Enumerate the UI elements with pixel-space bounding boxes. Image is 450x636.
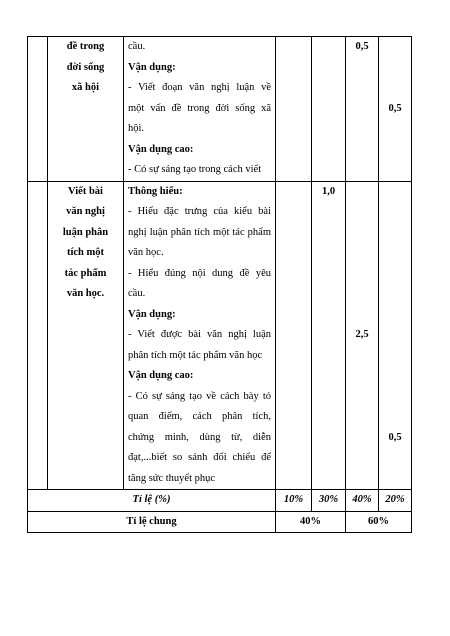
score-value <box>312 58 345 79</box>
score-value <box>379 78 411 99</box>
score-cell <box>276 37 312 182</box>
topic-line: xã hội <box>71 82 100 93</box>
score-value <box>312 469 345 490</box>
requirement-line: - Viết đoạn văn nghị luận về <box>128 82 271 93</box>
score-cell <box>346 181 379 490</box>
requirement-line: cầu. <box>128 41 146 52</box>
score-value <box>276 58 311 79</box>
score-value <box>276 264 311 285</box>
score-value <box>379 37 411 58</box>
level-heading: Vận dụng: <box>128 308 176 320</box>
score-value <box>312 99 345 120</box>
score-value <box>312 346 345 367</box>
topic-line: đời sống <box>66 61 105 73</box>
requirement-line: chứng minh, dùng từ, diễn <box>128 431 271 443</box>
score-value <box>312 305 345 326</box>
score-value <box>379 182 411 203</box>
score-value <box>312 387 345 408</box>
score-value <box>276 243 311 264</box>
score-value <box>379 140 411 161</box>
score-value <box>346 346 378 367</box>
ratio-value: 20% <box>379 490 412 512</box>
score-value: 0,5 <box>355 41 369 52</box>
requirement-line: cầu. <box>128 288 146 299</box>
score-value <box>312 325 345 346</box>
score-cell <box>346 37 379 182</box>
requirement-line: văn học. <box>128 247 164 258</box>
score-value <box>346 448 378 469</box>
score-value: 0,5 <box>388 102 402 114</box>
score-value <box>346 58 378 79</box>
requirement-line: - Hiểu đúng nội dung đề yêu <box>128 267 271 279</box>
ratio-value: 10% <box>276 490 312 512</box>
requirement-line: tăng sức thuyết phục <box>128 472 216 484</box>
requirement-cell <box>124 37 276 182</box>
requirement-line: phân tích một tác phẩm văn học <box>128 349 263 361</box>
score-value <box>276 346 311 367</box>
level-heading: Thông hiểu: <box>128 185 183 197</box>
score-value <box>346 78 378 99</box>
score-value <box>379 366 411 387</box>
ratio-row <box>28 490 412 512</box>
topic-line: tích một <box>66 247 105 258</box>
score-cell <box>276 181 312 490</box>
score-value <box>346 99 378 120</box>
score-value: 1,0 <box>321 185 336 197</box>
score-value <box>346 119 378 140</box>
score-value <box>276 119 311 140</box>
score-value <box>312 119 345 140</box>
score-value <box>379 407 411 428</box>
score-value <box>276 469 311 490</box>
score-value <box>276 448 311 469</box>
overall-ratio-label: Tỉ lệ chung <box>28 511 276 533</box>
score-value <box>276 305 311 326</box>
score-value <box>379 469 411 490</box>
score-value <box>346 469 378 490</box>
level-heading: Vận dụng: <box>128 61 176 73</box>
score-value <box>312 428 345 449</box>
requirement-cell <box>124 181 276 490</box>
score-value <box>276 284 311 305</box>
row-index-cell <box>28 181 48 490</box>
score-value <box>312 140 345 161</box>
score-value <box>312 160 345 181</box>
score-value <box>276 37 311 58</box>
score-value <box>379 119 411 140</box>
score-value <box>346 202 378 223</box>
requirement-line: đạt,...biết so sánh đối chiếu để <box>128 452 271 463</box>
score-value <box>346 366 378 387</box>
score-value <box>312 223 345 244</box>
ratio-value: 40% <box>346 490 379 512</box>
score-value: 0,5 <box>388 431 402 443</box>
score-value <box>379 243 411 264</box>
score-cell <box>379 181 412 490</box>
topic-cell <box>48 37 124 182</box>
score-value <box>346 284 378 305</box>
score-value <box>276 325 311 346</box>
score-value <box>312 243 345 264</box>
topic-line: tác phẩm <box>64 267 107 279</box>
score-matrix-table <box>27 36 412 533</box>
score-value <box>346 305 378 326</box>
score-value <box>312 284 345 305</box>
score-value <box>276 428 311 449</box>
score-value <box>346 182 378 203</box>
score-value <box>379 264 411 285</box>
score-value <box>379 346 411 367</box>
topic-line: văn nghị <box>66 206 105 217</box>
score-value <box>276 160 311 181</box>
score-value <box>379 325 411 346</box>
score-value <box>312 78 345 99</box>
score-value <box>379 223 411 244</box>
score-value <box>379 160 411 181</box>
score-cell <box>379 37 412 182</box>
score-value <box>346 223 378 244</box>
score-value <box>346 264 378 285</box>
score-value <box>312 448 345 469</box>
score-value <box>276 99 311 120</box>
score-value <box>276 202 311 223</box>
requirement-line: một vấn đề trong đời sống xã <box>128 102 271 114</box>
level-heading: Vận dụng cao: <box>128 143 194 155</box>
score-cell <box>312 37 346 182</box>
topic-line: văn học. <box>66 288 105 299</box>
score-value <box>276 223 311 244</box>
score-value <box>346 160 378 181</box>
requirement-line: nghị luận phân tích một tác phẩm <box>128 226 271 238</box>
requirement-line: quan điểm, cách phân tích, <box>128 411 271 422</box>
score-value <box>312 202 345 223</box>
requirement-line: - Hiểu đặc trưng của kiểu bài <box>128 206 271 217</box>
ratio-label: Tỉ lệ (%) <box>28 490 276 512</box>
score-value <box>346 407 378 428</box>
score-value <box>276 387 311 408</box>
score-value <box>346 387 378 408</box>
topic-line: đề trong <box>66 41 105 52</box>
requirement-line: hội. <box>128 123 145 134</box>
topic-line: Viết bài <box>68 185 103 197</box>
score-value <box>276 140 311 161</box>
score-value <box>312 264 345 285</box>
score-value <box>379 387 411 408</box>
score-value <box>346 140 378 161</box>
score-value <box>276 366 311 387</box>
score-value <box>379 448 411 469</box>
topic-cell <box>48 181 124 490</box>
score-value <box>379 305 411 326</box>
content-row <box>28 181 412 490</box>
score-value <box>346 243 378 264</box>
requirement-line: - Có sự sáng tạo về cách bày tỏ <box>128 390 271 402</box>
score-value <box>312 37 345 58</box>
content-row <box>28 37 412 182</box>
score-value <box>312 407 345 428</box>
score-value <box>379 58 411 79</box>
overall-ratio-row <box>28 511 412 533</box>
topic-line: luận phân <box>62 226 109 238</box>
score-value <box>346 428 378 449</box>
score-value: 2,5 <box>355 329 369 340</box>
score-value <box>276 407 311 428</box>
score-cell <box>312 181 346 490</box>
overall-ratio-value: 40% <box>276 511 346 533</box>
score-value <box>276 78 311 99</box>
score-value <box>312 366 345 387</box>
level-heading: Vận dụng cao: <box>128 370 194 381</box>
overall-ratio-value: 60% <box>346 511 412 533</box>
score-value <box>379 202 411 223</box>
score-value <box>379 284 411 305</box>
row-index-cell <box>28 37 48 182</box>
score-value <box>276 182 311 203</box>
ratio-value: 30% <box>312 490 346 512</box>
requirement-line: - Viết được bài văn nghị luận <box>128 329 271 340</box>
requirement-line: - Có sự sáng tạo trong cách viết <box>128 164 262 175</box>
